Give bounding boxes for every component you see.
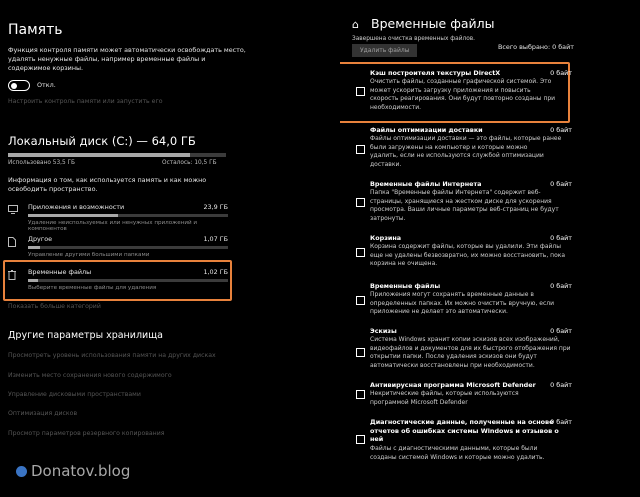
checkbox-directx-cache[interactable]: [356, 87, 365, 96]
item-title: Временные файлы Интернета: [370, 180, 482, 188]
checkbox-internet-temp-files[interactable]: [356, 198, 365, 207]
other-storage-title: Другие параметры хранилища: [8, 330, 163, 341]
category-size: 1,07 ГБ: [203, 235, 228, 243]
item-description: Корзина содержит файлы, которые вы удалили. Эти файлы еще не удалены безвозвратно, их можно восстановить, пока корзина не очищена.: [370, 243, 566, 268]
item-title: Файлы оптимизации доставки: [370, 126, 483, 134]
toggle-state-label: Откл.: [37, 81, 56, 89]
item-description: Файлы оптимизации доставки — это файлы, которые ранее были загружены на компьютер и которые можно удалить, если не используются службой оптимизации доставки.: [370, 135, 562, 168]
item-title: Временные файлы: [370, 282, 441, 290]
item-size: 0 байт: [550, 381, 572, 389]
item-size: 0 байт: [550, 69, 572, 77]
storage-sense-toggle[interactable]: [8, 80, 30, 91]
disk-usage-bar: [8, 153, 226, 157]
checkbox-thumbnails[interactable]: [356, 348, 365, 357]
other-storage-link[interactable]: Изменить место сохранения нового содержимого: [8, 372, 172, 379]
category-label: Другое: [28, 235, 53, 243]
category-description: Управление другими большими папками: [28, 252, 150, 258]
temp-files-title: Временные файлы: [371, 16, 495, 31]
disk-used-label: Использовано 53,5 ГБ: [8, 160, 76, 166]
item-title: Диагностические данные, полученные на основе отчетов об ошибках системы Windows и отзывов о ней: [370, 418, 559, 444]
item-description: Некритические файлы, которые используются программой Microsoft Defender: [370, 390, 519, 406]
category-description: Удаление неиспользуемых или ненужных приложений и компонентов: [28, 220, 198, 232]
other-storage-link[interactable]: Управление дисковыми пространствами: [8, 391, 141, 398]
item-size: 0 байт: [550, 234, 572, 242]
item-description: Система Windows хранит копии эскизов всех изображений, видеофайлов и документов для их быстрого отображения при открытии папки. После удаления эскизов они будут автоматически восстановлены при необходимости.: [370, 336, 571, 369]
category-bar: [28, 246, 228, 249]
watermark: [16, 462, 130, 480]
delete-files-button[interactable]: Удалить файлы: [352, 44, 417, 57]
show-more-categories-link[interactable]: Показать больше категорий: [8, 303, 101, 310]
category-bar-fill: [28, 246, 40, 249]
configure-storage-sense-link[interactable]: Настроить контроль памяти или запустить его: [8, 98, 163, 105]
disk-free-label: Осталось: 10,5 ГБ: [162, 160, 217, 166]
total-selected: Всего выбрано: 0 байт: [498, 43, 574, 51]
checkbox-temporary-files[interactable]: [356, 296, 365, 305]
item-description: Файлы с диагностическими данными, которые были созданы системой Windows и которые можно удалить.: [370, 445, 545, 461]
item-title: Антивирусная программа Microsoft Defender: [370, 381, 536, 389]
usage-info-text: Информация о том, как используется память и как можно освободить пространство.: [8, 176, 207, 193]
category-other[interactable]: [8, 235, 230, 259]
item-size: 0 байт: [550, 180, 572, 188]
other-storage-link[interactable]: Просмотр параметров резервного копирования: [8, 430, 165, 437]
disk-title: Локальный диск (C:) — 64,0 ГБ: [8, 134, 196, 148]
disk-usage-fill: [8, 153, 190, 157]
category-description: Выберите временные файлы для удаления: [28, 285, 157, 291]
item-description: Очистить файлы, созданные графической системой. Это может ускорить загрузку приложения и повысить скорость реагирования. Они будут повторно созданы при необходимости.: [370, 78, 556, 111]
category-bar: [28, 214, 228, 217]
checkbox-delivery-optimization[interactable]: [356, 145, 365, 154]
toggle-knob: [11, 83, 17, 89]
category-size: 1,02 ГБ: [203, 268, 228, 276]
watermark-logo-icon: [16, 466, 27, 477]
other-storage-link[interactable]: Просмотреть уровень использования памяти на других дисках: [8, 352, 216, 359]
item-size: 0 байт: [550, 282, 572, 290]
checkbox-recycle-bin[interactable]: [356, 248, 365, 257]
document-icon: [8, 237, 17, 247]
other-storage-link[interactable]: Оптимизация дисков: [8, 410, 78, 417]
storage-title: Память: [8, 22, 63, 38]
item-title: Корзина: [370, 234, 402, 242]
checkbox-defender[interactable]: [356, 390, 365, 399]
item-description: Приложения могут сохранять временные данные в определенных папках. Их можно очистить вручную, если приложение не делает это автоматически.: [370, 291, 554, 316]
category-label: Временные файлы: [28, 268, 92, 276]
watermark-text: Donatov.blog: [31, 462, 131, 480]
item-size: 0 байт: [550, 327, 572, 335]
category-label: Приложения и возможности: [28, 203, 125, 211]
category-bar-fill: [28, 214, 118, 217]
home-icon[interactable]: ⌂: [352, 18, 359, 31]
category-size: 23,9 ГБ: [203, 203, 228, 211]
checkbox-diagnostic-data[interactable]: [356, 435, 365, 444]
item-description: Папка "Временные файлы Интернета" содержит веб- страницы, хранящиеся на жестком диске для ускорения просмотра. Ваши личные параметры веб-страниц не будут затронуты.: [370, 189, 559, 222]
storage-sense-description: Функция контроля памяти может автоматически освобождать место, удалять ненужные файлы, например временные файлы и содержимое корзины.: [8, 46, 246, 72]
apps-icon: [8, 205, 17, 215]
item-title: Эскизы: [370, 327, 397, 335]
category-apps[interactable]: [8, 203, 230, 232]
item-title: Кэш построителя текстуры DirectX: [370, 69, 501, 77]
highlight-outline: [3, 260, 232, 301]
item-size: 0 байт: [550, 418, 572, 426]
cleanup-status: Завершена очистка временных файлов.: [352, 36, 476, 42]
temporary-files-pane: [340, 0, 640, 497]
item-size: 0 байт: [550, 126, 572, 134]
